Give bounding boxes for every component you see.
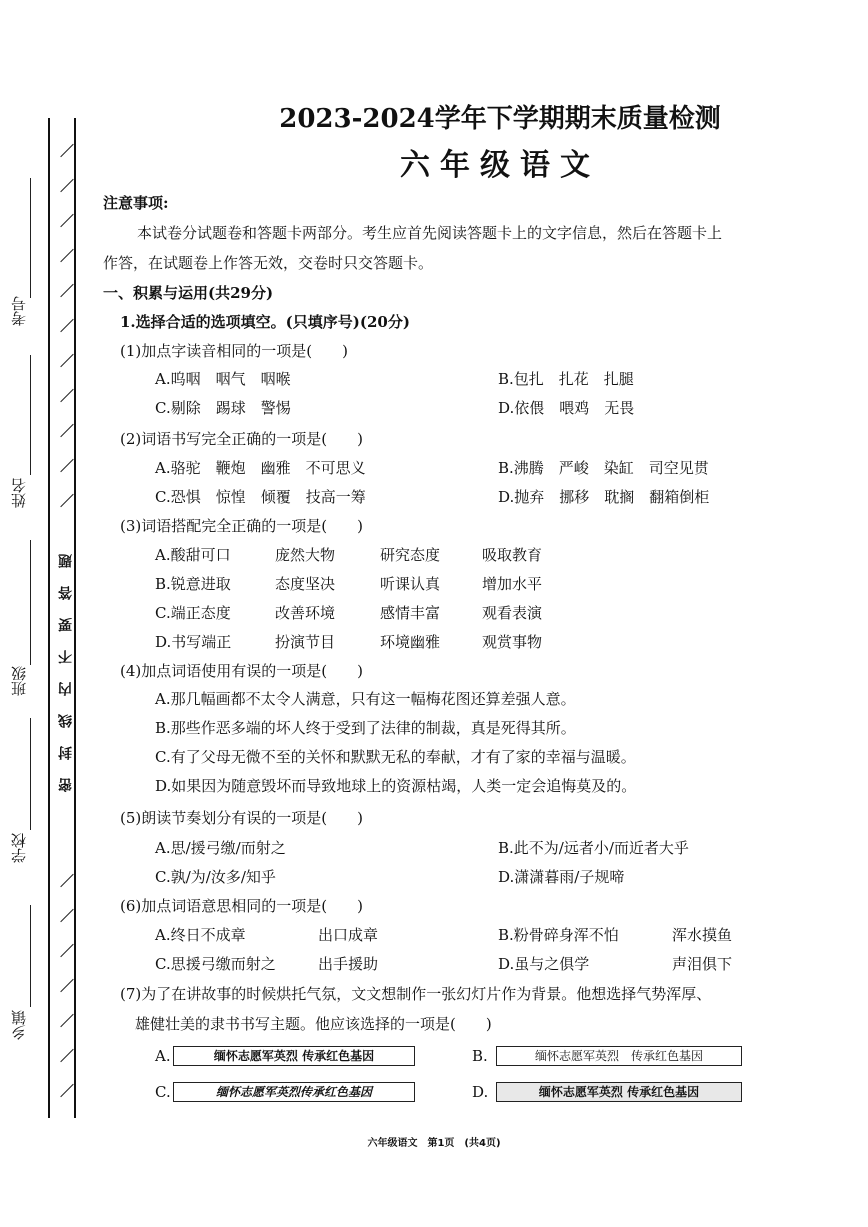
notice-line-2: 作答，在试题卷上作答无效，交卷时只交答题卡。	[103, 254, 434, 272]
town-blank	[30, 905, 31, 1007]
q1-2-option-a: A.骆驼 鞭炮 幽雅 不可思义	[155, 459, 366, 477]
q1-5-stem: (5)朗读节奏划分有误的一项是( )	[120, 809, 363, 827]
question-1-stem: 1.选择合适的选项填空。(只填序号)(20分)	[120, 313, 410, 331]
q1-1-stem: (1)加点字读音相同的一项是( )	[120, 342, 348, 360]
binding-slash	[60, 319, 73, 332]
q1-2-option-c: C.恐惧 惊惶 倾覆 技高一筹	[155, 488, 366, 506]
binding-slash	[60, 874, 73, 887]
q1-1-option-a: A.呜咽 咽气 咽喉	[155, 370, 291, 388]
q1-1-option-b: B.包扎 扎花 扎腿	[498, 370, 634, 388]
q1-6-stem: (6)加点词语意思相同的一项是( )	[120, 897, 363, 915]
q1-3-c-4: 观看表演	[482, 604, 543, 622]
binding-slash	[60, 909, 73, 922]
q1-3-b-2: 态度坚决	[275, 575, 336, 593]
q1-3-a-4: 吸取教育	[482, 546, 543, 564]
q1-6-option-c-1: C.思援弓缴而射之	[155, 955, 276, 973]
q1-6-option-a-1: A.终日不成章	[155, 926, 246, 944]
q1-3-b-1: B.锐意进取	[155, 575, 231, 593]
binding-slash	[60, 389, 73, 402]
binding-slash	[60, 979, 73, 992]
q1-3-a-1: A.酸甜可口	[155, 546, 231, 564]
q1-7-stem-line-1: (7)为了在讲故事的时候烘托气氛，文文想制作一张幻灯片作为背景。他想选择气势浑厚、	[120, 985, 712, 1003]
binding-slash	[60, 1084, 73, 1097]
q1-1-option-c: C.剔除 踢球 警惕	[155, 399, 291, 417]
notice-line-1: 本试卷分试题卷和答题卡两部分。考生应首先阅读答题卡上的文字信息，然后在答题卡上	[137, 224, 723, 242]
school-blank	[30, 718, 31, 830]
q1-5-option-a: A.思/援弓缴/而射之	[155, 839, 286, 857]
q1-4-option-b: B.那些作恶多端的坏人终于受到了法律的制裁，真是死得其所。	[155, 719, 576, 737]
q1-6-option-d-2: 声泪俱下	[672, 955, 733, 973]
q1-3-b-4: 增加水平	[482, 575, 543, 593]
q1-3-a-2: 庞然大物	[275, 546, 336, 564]
binding-slash	[60, 1014, 73, 1027]
binding-slash	[60, 144, 73, 157]
q1-3-d-4: 观赏事物	[482, 633, 543, 651]
seal-line-notice: 密封线内不要答题	[58, 536, 74, 792]
q1-5-option-d: D.潇潇暮雨/子规啼	[498, 868, 625, 886]
binding-strip	[0, 0, 90, 1227]
school-label: 学校	[10, 833, 28, 863]
subject-title: 六年级语文	[400, 148, 600, 183]
q1-7-option-a-letter: A.	[155, 1047, 171, 1065]
q1-6-option-b-2: 浑水摸鱼	[672, 926, 733, 944]
binding-slash	[60, 179, 73, 192]
q1-3-c-3: 感情丰富	[380, 604, 441, 622]
binding-line	[48, 118, 50, 1118]
section-heading: 一、积累与运用(共29分)	[103, 284, 274, 302]
q1-6-option-d-1: D.虽与之俱学	[498, 955, 590, 973]
q1-7-option-a-sample: 缅怀志愿军英烈 传承红色基因	[173, 1046, 415, 1066]
q1-7-option-c-sample: 缅怀志愿军英烈传承红色基因	[173, 1082, 415, 1102]
q1-1-option-d: D.依偎 喂鸡 无畏	[498, 399, 635, 417]
q1-6-option-a-2: 出口成章	[318, 926, 379, 944]
q1-5-option-b: B.此不为/远者小/而近者大乎	[498, 839, 689, 857]
q1-4-option-d: D.如果因为随意毁坏而导致地球上的资源枯竭，人类一定会追悔莫及的。	[155, 777, 637, 795]
class-label: 班级	[10, 666, 28, 696]
exam-title: 2023-2024学年下学期期末质量检测	[279, 104, 721, 134]
q1-6-option-c-2: 出手援助	[318, 955, 379, 973]
binding-slash	[60, 459, 73, 472]
class-blank	[30, 540, 31, 665]
q1-7-option-c-letter: C.	[155, 1083, 171, 1101]
q1-2-option-b: B.沸腾 严峻 染缸 司空见贯	[498, 459, 709, 477]
binding-slash	[60, 354, 73, 367]
town-label: 乡镇	[10, 1010, 28, 1040]
q1-2-option-d: D.抛弃 挪移 耽搁 翻箱倒柜	[498, 488, 710, 506]
q1-7-option-d-sample: 缅怀志愿军英烈 传承红色基因	[496, 1082, 742, 1102]
exam-number-label: 考号	[10, 296, 28, 326]
binding-slash	[60, 944, 73, 957]
q1-7-option-b-letter: B.	[472, 1047, 488, 1065]
binding-slash	[60, 214, 73, 227]
q1-3-d-1: D.书写端正	[155, 633, 232, 651]
q1-2-stem: (2)词语书写完全正确的一项是( )	[120, 430, 363, 448]
notice-heading: 注意事项:	[103, 194, 169, 212]
q1-4-stem: (4)加点词语使用有误的一项是( )	[120, 662, 363, 680]
q1-3-a-3: 研究态度	[380, 546, 441, 564]
q1-6-option-b-1: B.粉骨碎身浑不怕	[498, 926, 619, 944]
name-label: 姓名	[10, 478, 28, 508]
q1-3-c-2: 改善环境	[275, 604, 336, 622]
q1-3-c-1: C.端正态度	[155, 604, 231, 622]
q1-7-option-d-letter: D.	[472, 1083, 489, 1101]
q1-7-option-b-sample: 缅怀志愿军英烈 传承红色基因	[496, 1046, 742, 1066]
name-blank	[30, 355, 31, 475]
binding-slash	[60, 284, 73, 297]
binding-slash	[60, 1049, 73, 1062]
q1-5-option-c: C.孰/为/汝多/知乎	[155, 868, 276, 886]
q1-4-option-c: C.有了父母无微不至的关怀和默默无私的奉献，才有了家的幸福与温暖。	[155, 748, 636, 766]
q1-3-d-3: 环境幽雅	[380, 633, 441, 651]
q1-3-d-2: 扮演节目	[275, 633, 336, 651]
exam-number-blank	[30, 178, 31, 298]
q1-3-b-3: 听课认真	[380, 575, 441, 593]
q1-4-option-a: A.那几幅画都不太令人满意，只有这一幅梅花图还算差强人意。	[155, 690, 576, 708]
q1-3-stem: (3)词语搭配完全正确的一项是( )	[120, 517, 363, 535]
page-footer: 六年级语文 第1页 (共4页)	[367, 1138, 501, 1149]
q1-7-stem-line-2: 雄健壮美的隶书书写主题。他应该选择的一项是( )	[135, 1015, 492, 1033]
binding-slash	[60, 424, 73, 437]
binding-slash	[60, 249, 73, 262]
binding-slash	[60, 494, 73, 507]
